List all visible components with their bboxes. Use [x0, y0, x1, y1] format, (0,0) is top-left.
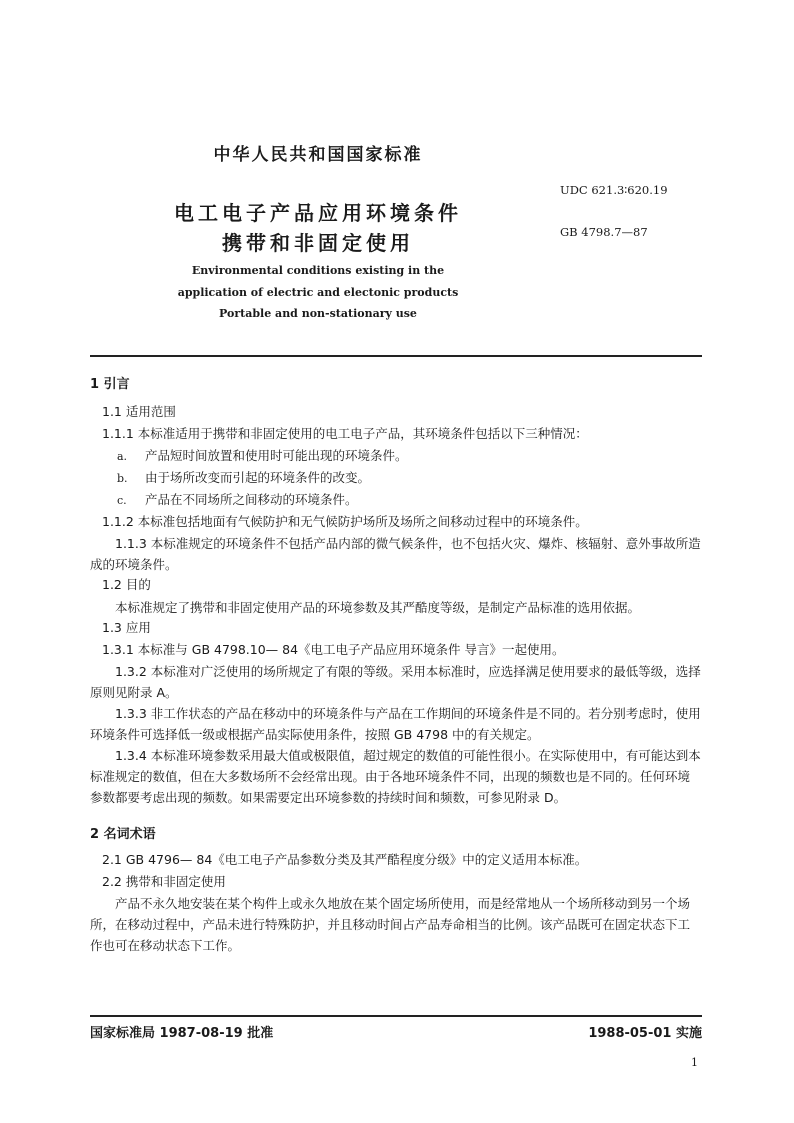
section-2-heading: 2 名词术语: [90, 827, 156, 842]
clause-1-3-4: 1.3.4 本标准环境参数采用最大值或极限值，超过规定的数值的可能性很小。在实际使用中，有可能达到本标准规定的数值，但在大多数场所不会经常出现。由于各地环境条件不同，出现的频数也是不同的。任何环境参数都要考虑出现的频数。如果需要定出环境参数的持续时间和频数，可参见附录 D。: [90, 748, 701, 805]
clause-1-3-2: 1.3.2 本标准对广泛使用的场所规定了有限的等级。采用本标准时，应选择满足使用要求的最低等级，选择原则见附录 A。: [90, 664, 701, 700]
clause-2-2-text: 产品不永久地安装在某个构件上或永久地放在某个固定场所使用，而是经常地从一个场所移动到另一个场所，在移动过程中，产品未进行特殊防护，并且移动时间占产品寿命相当的比例。该产品既可在固定状态下工作也可在移动状态下工作。: [90, 896, 691, 953]
gb-code: GB 4798.7—87: [560, 225, 648, 239]
clause-1-2-text: 本标准规定了携带和非固定使用产品的环境参数及其严酷度等级，是制定产品标准的选用依据。: [115, 600, 641, 615]
page-number: 1: [691, 1056, 698, 1069]
section-1-heading: 1 引言: [90, 377, 130, 392]
clause-1-2: 1.2 目的: [102, 577, 151, 592]
effective-date: 1988-05-01 实施: [588, 1026, 702, 1041]
clause-1-1-2: 1.1.2 本标准包括地面有气候防护和无气候防护场所及场所之间移动过程中的环境条件。: [102, 514, 588, 529]
list-item-label: c.: [117, 494, 127, 507]
title-line-1: 电工电子产品应用环境条件: [174, 201, 462, 225]
standard-org-header: 中华人民共和国国家标准: [213, 145, 423, 165]
title-line-2: 携带和非固定使用: [222, 231, 414, 255]
approval-date: 国家标准局 1987-08-19 批准: [90, 1026, 274, 1041]
header-divider: [90, 355, 702, 357]
clause-1-1-1: 1.1.1 本标准适用于携带和非固定使用的电工电子产品，其环境条件包括以下三种情况：: [102, 426, 588, 441]
list-item: [117, 468, 370, 489]
list-item: [117, 490, 358, 511]
list-item-text: 产品在不同场所之间移动的环境条件。: [145, 492, 358, 507]
udc-code: UDC 621.3∶620.19: [560, 183, 668, 197]
list-item-label: b.: [117, 472, 128, 485]
clause-1-3-1: 1.3.1 本标准与 GB 4798.10— 84《电工电子产品应用环境条件 导言》一起使用。: [102, 642, 565, 657]
list-item-text: 由于场所改变而引起的环境条件的改变。: [145, 470, 371, 485]
list-item: [117, 446, 408, 467]
footer-divider: [90, 1015, 702, 1017]
english-title-line-3: Portable and non-stationary use: [219, 307, 417, 320]
list-item-text: 产品短时间放置和使用时可能出现的环境条件。: [145, 448, 408, 463]
clause-1-3-3: 1.3.3 非工作状态的产品在移动中的环境条件与产品在工作期间的环境条件是不同的。若分别考虑时，使用环境条件可选择低一级或根据产品实际使用条件，按照 GB 4798 中的有关规定。: [90, 706, 701, 742]
clause-1-3: 1.3 应用: [102, 620, 151, 635]
english-title-line-2: application of electric and electonic products: [177, 286, 459, 299]
clause-2-1: 2.1 GB 4796— 84《电工电子产品参数分类及其严酷程度分级》中的定义适用本标准。: [102, 852, 588, 867]
clause-1-1: 1.1 适用范围: [102, 404, 176, 419]
clause-2-2: 2.2 携带和非固定使用: [102, 874, 226, 889]
clause-1-1-3: 1.1.3 本标准规定的环境条件不包括产品内部的微气候条件，也不包括火灾、爆炸、核辐射、意外事故所造成的环境条件。: [90, 536, 701, 572]
list-item-label: a.: [117, 450, 128, 463]
english-title-line-1: Environmental conditions existing in the: [191, 264, 445, 277]
